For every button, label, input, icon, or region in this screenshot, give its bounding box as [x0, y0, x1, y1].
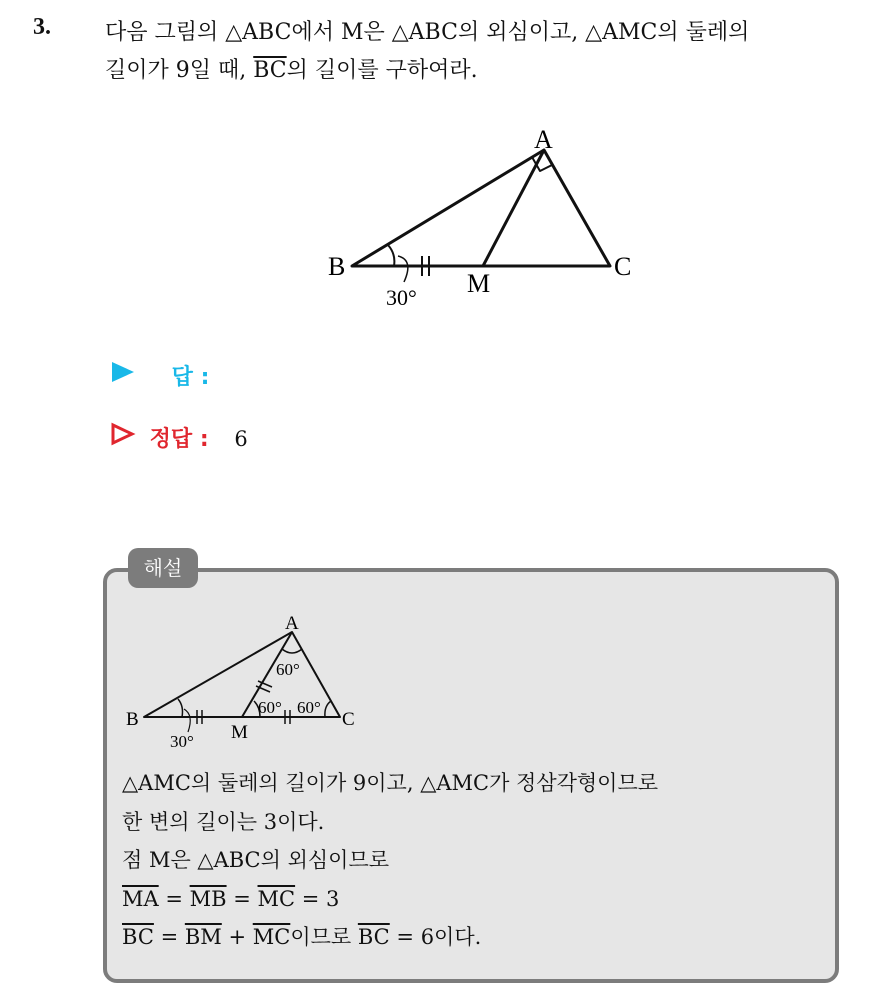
equals-three: = 3 [295, 886, 340, 911]
answer-row [110, 360, 227, 391]
question-text [105, 14, 865, 90]
segment-mb: $\overline{MB}$ [189, 886, 227, 911]
plus: + [221, 925, 253, 949]
sol-angle-m-label: 60° [258, 698, 282, 717]
solution-figure [122, 607, 372, 757]
sol-angle-a-label: 60° [276, 660, 300, 679]
sol-angle-b-label: 30° [170, 732, 194, 751]
triangle-figure [322, 120, 652, 320]
solution-text [122, 764, 658, 957]
angle-a-arc [282, 649, 302, 653]
solution-line-5 [122, 918, 658, 957]
sol-vertex-c-label: C [342, 709, 355, 730]
solution-line-4 [122, 880, 658, 919]
point-m-label: M [467, 269, 491, 298]
solution-line-1: △AMC의 둘레의 길이가 9이고, △AMC가 정삼각형이므로 [122, 771, 659, 795]
sol-angle-c-label: 60° [297, 698, 321, 717]
equals: = [158, 886, 190, 911]
filled-arrow-icon [110, 360, 150, 390]
segment-bm: $\overline{BM}$ [184, 925, 222, 949]
vertex-a-label: A [534, 125, 553, 154]
outline-arrow-icon [110, 422, 142, 452]
sol-vertex-b-label: B [126, 709, 139, 730]
question-line-1: 다음 그림의 △ABC에서 M은 △ABC의 외심이고, △AMC의 둘레의 [105, 20, 750, 45]
question-number: 3. [33, 14, 51, 40]
equals: = [153, 925, 185, 949]
correct-label: 정답 : [149, 427, 209, 452]
segment-ma: $\overline{MA}$ [122, 886, 159, 911]
question-line-2-pre: 길이가 9일 때, [105, 58, 254, 83]
vertex-b-label: B [328, 252, 346, 281]
equals-six: = 6이다. [389, 925, 482, 949]
solution-line-3: 점 M은 △ABC의 외심이므로 [122, 848, 390, 872]
segment-mc: $\overline{MC}$ [252, 925, 291, 949]
vertex-c-label: C [614, 252, 632, 281]
angle-c-arc [325, 701, 331, 717]
text-mid: 이므로 [290, 925, 358, 949]
sol-point-m-label: M [231, 722, 248, 743]
angle-b-arc [178, 699, 183, 717]
correct-answer-row [110, 422, 248, 453]
segment-mc: $\overline{MC}$ [257, 886, 296, 911]
equals: = [226, 886, 258, 911]
angle-b-arc [388, 245, 394, 266]
sol-vertex-a-label: A [285, 613, 299, 634]
segment-bc: $\overline{BC}$ [357, 925, 390, 949]
question-line-2-post: 의 길이를 구하여라. [286, 58, 478, 83]
answer-label: 답 : [171, 365, 210, 390]
solution-line-2: 한 변의 길이는 3이다. [122, 809, 325, 834]
segment-bc: $\overline{BC}$ [253, 58, 287, 83]
question-line-2 [105, 52, 865, 90]
solution-tag: 해설 [128, 548, 198, 588]
angle-pointer [398, 256, 408, 282]
segment-bc: $\overline{BC}$ [122, 925, 154, 949]
angle-label: 30° [386, 285, 417, 310]
correct-value: 6 [234, 427, 248, 451]
